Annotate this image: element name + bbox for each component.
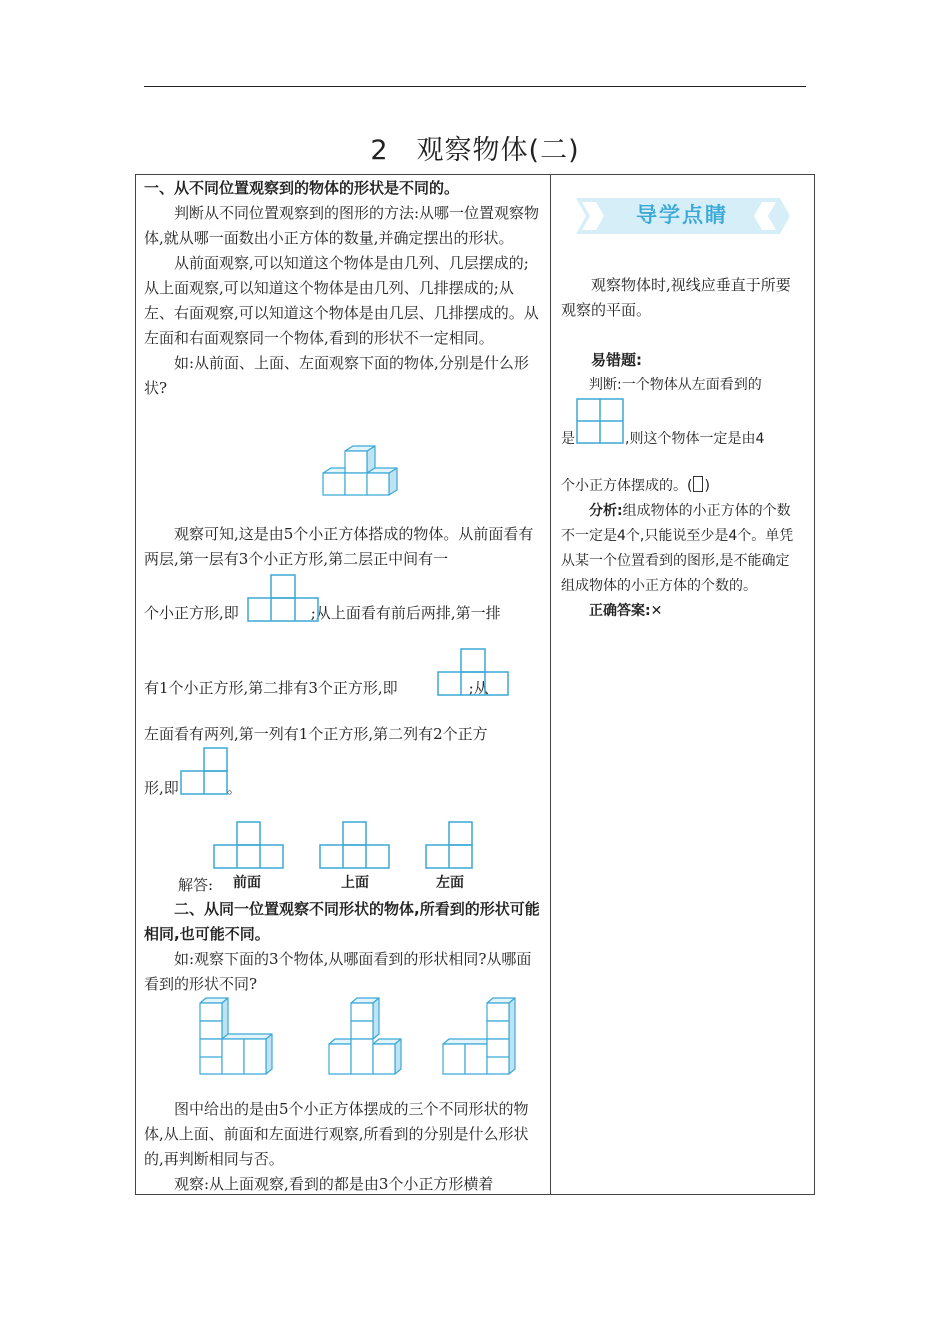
correct-answer-value: ✕ [650, 603, 663, 619]
views-paragraph: 从前面观察,可以知道这个物体是由几列、几层摆成的;从上面观察,可以知道这个物体是由几列、几排摆成的;从左、右面观察,可以知道这个物体是由几层、几排摆成的。从左面和右面观察同一个物体,看到的形状不一定相同。 [144, 254, 539, 347]
error-heading: 易错题: [591, 351, 642, 369]
explanation-paragraph: 图中给出的是由5个小正方体摆成的三个不同形状的物体,从上面、前面和左面进行观察,所看到的分别是什么形状的,再判断相同与否。 [144, 1100, 529, 1168]
label-left: 左面 [436, 875, 464, 891]
observation-text-e2: 。 [226, 779, 242, 797]
observation-text-a: 观察可知,这是由5个小正方体搭成的物体。从前面看有两层,第一层有3个小正方形,第二层正中间有一 [144, 525, 534, 568]
answer-front-view [213, 821, 284, 869]
answer-left-view [425, 821, 473, 869]
correct-answer-label: 正确答案: [589, 603, 651, 619]
answer-blank-box [693, 476, 703, 492]
label-front: 前面 [233, 875, 261, 891]
answer-label: 解答: [178, 876, 214, 894]
observe-paragraph: 观察:从上面观察,看到的都是由3个小正方形横着 [174, 1175, 494, 1193]
analysis-text: 组成物体的小正方体的个数不一定是4个,只能说至少是4个。单凭从某一个位置看到的图形,是不能确定组成物体的小正方体的个数的。 [561, 503, 794, 594]
solid-one-figure [198, 994, 280, 1076]
method-paragraph: 判断从不同位置观察到的图形的方法:从哪一位置观察物体,就从哪一面数出小正方体的数量,并确定摆出的形状。 [144, 204, 540, 247]
question-line-c [561, 474, 803, 499]
answer-top-view [319, 821, 390, 869]
observation-text-b2: ;从上面看有前后两排,第一排 [310, 604, 501, 622]
page-title: 2 观察物体(二) [370, 135, 580, 166]
column-divider [550, 174, 551, 1195]
section-two [144, 897, 540, 997]
observation-line-b [144, 601, 540, 626]
guide-banner-text: 导学点睛 [636, 203, 728, 227]
observation-text-d: 左面看有两列,第一列有1个正方形,第二列有2个正方 [144, 725, 488, 743]
question-line-a: 判断:一个物体从左面看到的 [589, 377, 762, 393]
analysis-label: 分析: [589, 503, 623, 519]
section-two-text [144, 1097, 540, 1197]
header-rule [144, 86, 806, 87]
observation-text-c2: ;从 [468, 679, 489, 697]
analysis-section [561, 499, 803, 624]
solid-two-figure [327, 994, 409, 1076]
section-one [144, 176, 540, 401]
inline-left-view [180, 747, 228, 795]
observation-text-c1: 有1个小正方形,第二排有3个正方形,即 [144, 679, 398, 697]
solid-three-figure [441, 994, 523, 1076]
question-line-b [561, 427, 803, 452]
question-c-text: 个小正方体摆成的。( [561, 478, 693, 494]
example-two-question: 如:观察下面的3个物体,从哪面看到的形状相同?从哪面看到的形状不同? [144, 950, 532, 993]
heading-one: 一、从不同位置观察到的物体的形状是不同的。 [144, 179, 460, 197]
question-b-pre: 是 [561, 431, 575, 447]
example-solid-figure [318, 444, 400, 504]
question-b-post: ,则这个物体一定是由4 [625, 431, 765, 447]
example-question: 如:从前面、上面、左面观察下面的物体,分别是什么形状? [144, 354, 529, 397]
observation-text-b1: 个小正方形,即 [144, 604, 239, 622]
label-top: 上面 [341, 875, 369, 891]
heading-two: 二、从同一位置观察不同形状的物体,所看到的形状可能相同,也可能不同。 [144, 900, 540, 943]
error-section [561, 348, 803, 398]
sidebar-tip-text: 观察物体时,视线应垂直于所要观察的平面。 [561, 276, 791, 319]
observation-line-d [144, 722, 540, 747]
inline-front-view [247, 574, 319, 622]
question-c-end: ) [704, 478, 710, 494]
observation-text-e1: 形,即 [144, 779, 179, 797]
sidebar-tip [561, 273, 803, 323]
observation-paragraph [144, 522, 540, 572]
inline-top-view [437, 648, 509, 696]
